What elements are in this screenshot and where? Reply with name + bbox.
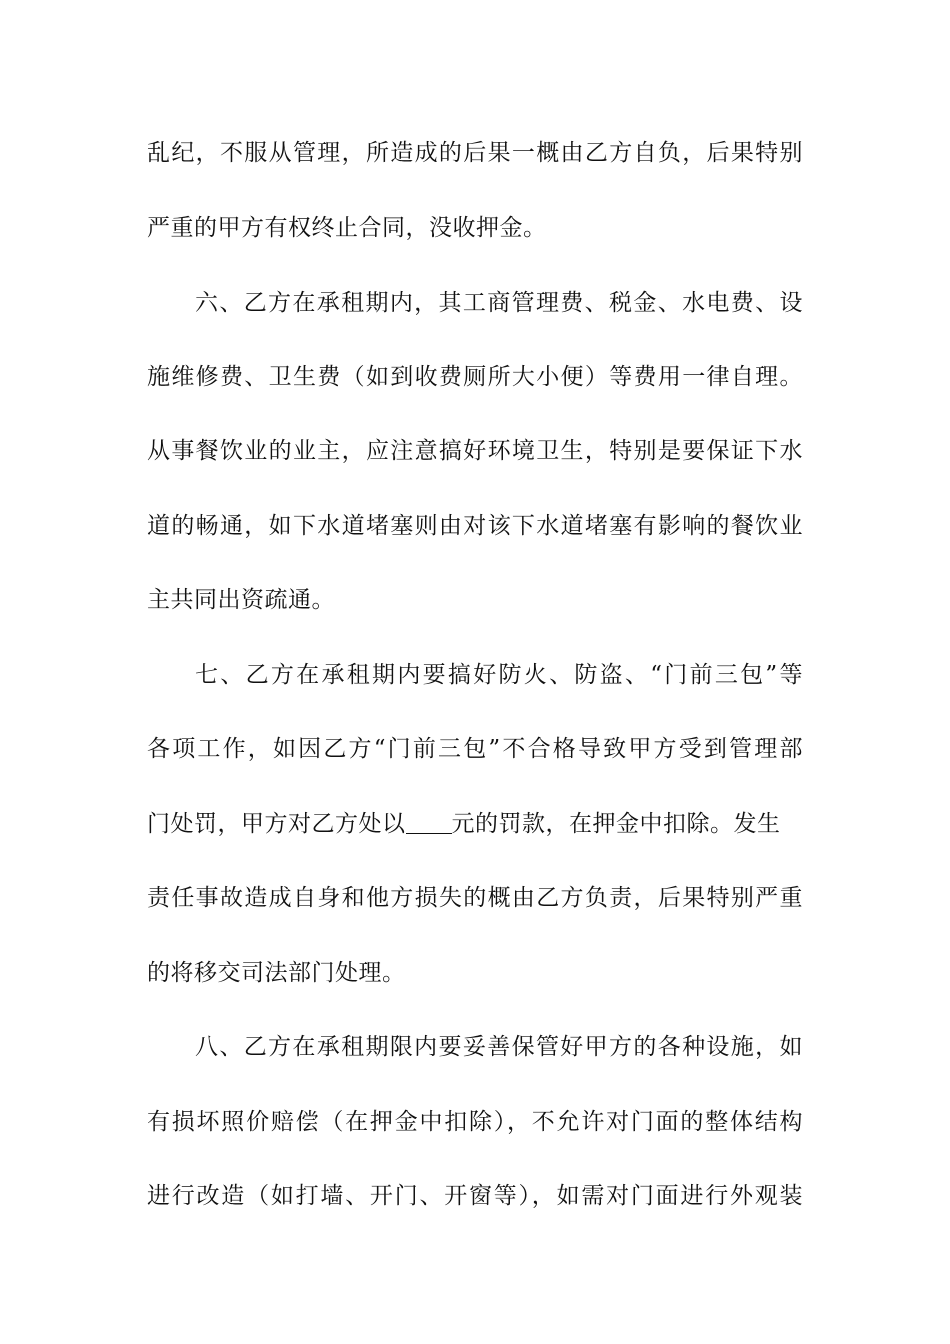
text-line: 的将移交司法部门处理。 — [147, 960, 406, 986]
paragraph-six-start: 六、乙方在承租期内，其工商管理费、税金、水电费、设 — [195, 290, 803, 316]
text-line: 从事餐饮业的业主，应注意搞好环境卫生，特别是要保证下水 — [147, 438, 803, 464]
text-segment: 门处罚，甲方对乙方处以 — [147, 811, 406, 837]
text-line: 道的畅通，如下水道堵塞则由对该下水道堵塞有影响的餐饮业 — [147, 513, 803, 539]
fill-in-blank — [406, 811, 452, 834]
text-line: 施维修费、卫生费（如到收费厕所大小便）等费用一律自理。 — [147, 364, 803, 390]
text-line: 有损坏照价赔偿（在押金中扣除），不允许对门面的整体结构 — [147, 1109, 803, 1135]
text-line: 乱纪，不服从管理，所造成的后果一概由乙方自负，后果特别 — [147, 140, 803, 166]
text-line: 各项工作，如因乙方“门前三包”不合格导致甲方受到管理部 — [147, 736, 803, 762]
text-line-with-blank — [147, 804, 803, 844]
text-line: 责任事故造成自身和他方损失的概由乙方负责，后果特别严重 — [147, 885, 803, 911]
paragraph-eight-start: 八、乙方在承租期限内要妥善保管好甲方的各种设施，如 — [195, 1034, 803, 1060]
text-segment: 元的罚款，在押金中扣除。发生 — [451, 811, 781, 837]
text-line: 主共同出资疏通。 — [147, 587, 335, 613]
paragraph-seven-start: 七、乙方在承租期内要搞好防火、防盗、“门前三包”等 — [195, 662, 803, 688]
text-line: 进行改造（如打墙、开门、开窗等），如需对门面进行外观装 — [147, 1183, 803, 1209]
text-line: 严重的甲方有权终止合同，没收押金。 — [147, 215, 547, 241]
